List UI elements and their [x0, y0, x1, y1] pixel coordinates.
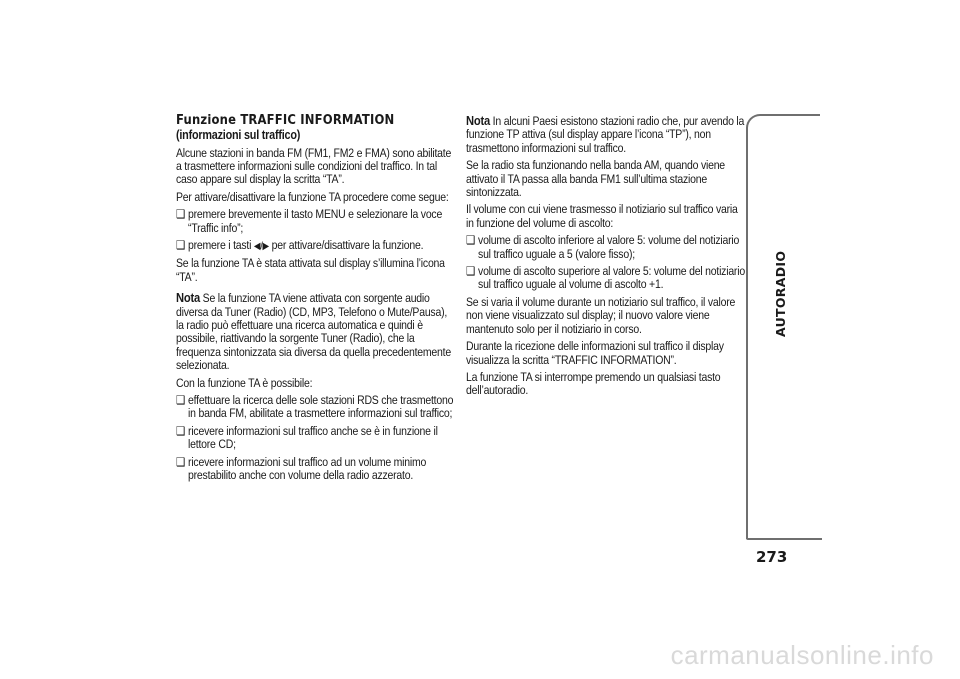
- checkbox-bullet-icon: ❑: [176, 207, 186, 222]
- checkbox-bullet-icon: ❑: [466, 264, 476, 279]
- note-paragraph: [176, 291, 456, 372]
- list-item-text: ricevere informazioni sul traffico ad un volume minimo prestabilito anche con volume della radio azzerato.: [188, 454, 427, 483]
- paragraph: Se la funzione TA è stata attivata sul display s’illumina l’icona “TA”.: [176, 256, 445, 284]
- list-item-text-pre: premere i tasti: [188, 237, 252, 252]
- chapter-label: AUTORADIO: [773, 250, 788, 337]
- paragraph: Se si varia il volume durante un notiziario sul traffico, il valore non viene visualizzato sul display; il nuovo valore viene mantenuto solo per il notiziario in corso.: [466, 294, 736, 336]
- list-item-text: effettuare la ricerca delle sole stazioni RDS che trasmettono in banda FM, abilitate a trasmettere informazioni sul traffico;: [188, 393, 454, 421]
- section-subtitle: (informazioni sul traffico): [176, 127, 301, 142]
- checkbox-bullet-icon: ❑: [466, 233, 476, 248]
- list-item-text: volume di ascolto superiore al valore 5: volume del notiziario sul traffico uguale al volume di ascolto +1.: [478, 264, 745, 292]
- arrow-keys-icon: ◀/▶: [253, 240, 269, 252]
- list-item-text: premere brevemente il tasto MENU e selezionare la voce “Traffic info”;: [188, 207, 443, 235]
- list-item-text: [188, 239, 455, 253]
- paragraph: Durante la ricezione delle informazioni sul traffico il display visualizza la scritta “TRAFFIC INFORMATION”.: [466, 339, 724, 367]
- list-item: [176, 456, 456, 483]
- note-text: Se la funzione TA viene attivata con sorgente audio diversa da Tuner (Radio) (CD, MP3, Telefono o Mute/Pausa), la radio può effettuare una ricerca automatica e quindi è possibile, riattivando la sorgente Tuner (Radio), che la frequenza sintonizzata sia diversa da quella precedentemente selezionata.: [176, 291, 451, 373]
- paragraph: Se la radio sta funzionando nella banda AM, quando viene attivato il TA passa alla banda FM1 sull’ultima stazione sintonizzata.: [466, 158, 725, 200]
- checkbox-bullet-icon: ❑: [176, 393, 186, 407]
- note-paragraph: [466, 114, 746, 155]
- left-column: [176, 114, 456, 486]
- list-item: [466, 234, 746, 261]
- paragraph: Per attivare/disattivare la funzione TA procedere come segue:: [176, 189, 449, 204]
- list-item: [176, 208, 456, 235]
- paragraph: La funzione TA si interrompe premendo un qualsiasi tasto dell’autoradio.: [466, 369, 721, 398]
- page-number: 273: [756, 548, 788, 566]
- paragraph: Alcune stazioni in banda FM (FM1, FM2 e FMA) sono abilitate a trasmettere informazioni sulle condizioni del traffico. In tal caso appare sul display la scritta “TA”.: [176, 145, 452, 187]
- note-label: Nota: [176, 290, 200, 306]
- checkbox-bullet-icon: ❑: [176, 237, 186, 252]
- list-item-text-post: per attivare/disattivare la funzione.: [271, 237, 424, 252]
- paragraph: Con la funzione TA è possibile:: [176, 375, 313, 390]
- watermark: carmanualsonline.info: [670, 640, 934, 670]
- section-title: Funzione TRAFFIC INFORMATION: [176, 112, 395, 128]
- note-label: Nota: [466, 113, 490, 128]
- paragraph: Il volume con cui viene trasmesso il notiziario sul traffico varia in funzione del volume di ascolto:: [466, 202, 738, 230]
- note-text: In alcuni Paesi esistono stazioni radio che, pur avendo la funzione TP attiva (sul display appare l’icona “TP”), non trasmettono informazioni sul traffico.: [466, 114, 745, 155]
- list-item: [466, 265, 746, 292]
- list-item-text: volume di ascolto inferiore al valore 5: volume del notiziario sul traffico uguale a 5 (valore fisso);: [478, 233, 740, 261]
- list-item: [176, 239, 456, 253]
- checkbox-bullet-icon: ❑: [176, 423, 186, 438]
- list-item: [176, 394, 456, 421]
- right-column: [466, 114, 746, 402]
- list-item: [176, 425, 456, 452]
- list-item-text: ricevere informazioni sul traffico anche se è in funzione il lettore CD;: [188, 423, 438, 452]
- chapter-tab-divider: [746, 538, 822, 540]
- checkbox-bullet-icon: ❑: [176, 454, 186, 469]
